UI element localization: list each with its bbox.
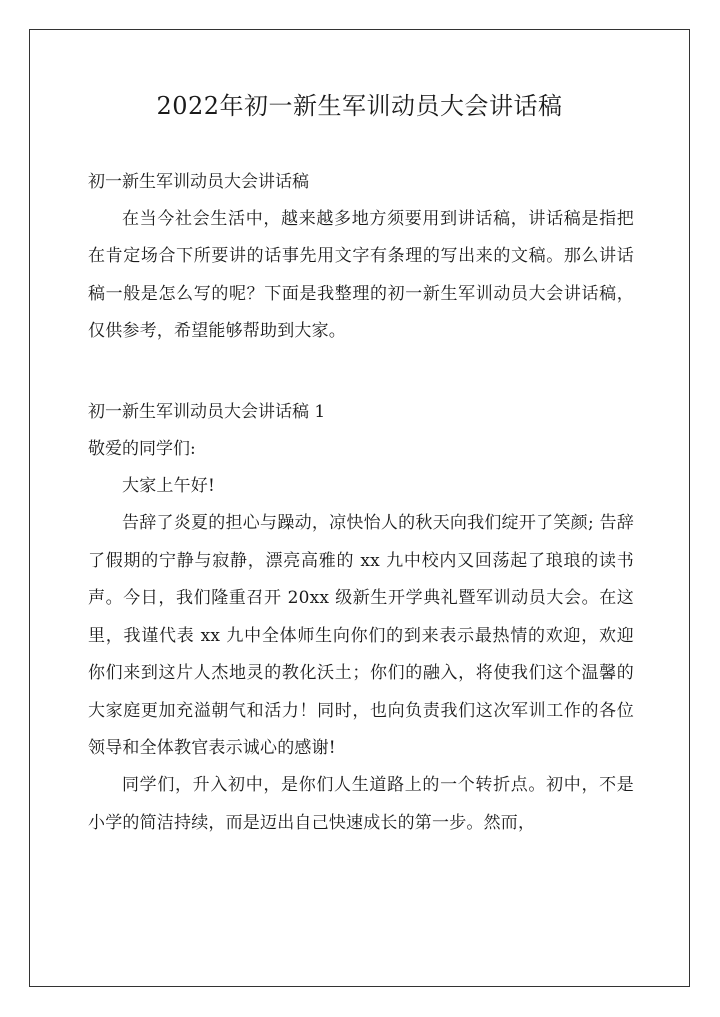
document-title: 2022年初一新生军训动员大会讲话稿: [156, 92, 563, 120]
document-body: [88, 164, 634, 842]
body-paragraph-2: 同学们，升入初中，是你们人生道路上的一个转折点。初中，不是小学的简洁持续，而是迈出自己快速成长的第一步。然而，: [88, 775, 634, 833]
section-gap: [88, 350, 634, 394]
section-heading: 初一新生军训动员大会讲话稿 1: [88, 402, 326, 423]
document-subtitle: 初一新生军训动员大会讲话稿: [88, 172, 309, 192]
intro-paragraph: 在当今社会生活中，越来越多地方须要用到讲话稿，讲话稿是指把在肯定场合下所要讲的话事先用文字有条理的写出来的文稿。那么讲话稿一般是怎么写的呢？下面是我整理的初一新生军训动员大会讲话稿，仅供参考，希望能够帮助到大家。: [88, 209, 634, 341]
greeting: 大家上午好!: [122, 476, 216, 497]
salutation: 敬爱的同学们:: [88, 439, 196, 460]
body-paragraph-1: 告辞了炎夏的担心与躁动，凉快怡人的秋天向我们绽开了笑颜; 告辞了假期的宁静与寂静，漂亮高雅的 xx 九中校内又回荡起了琅琅的读书声。今日，我们隆重召开 20xx 级新生开学典礼暨军训动员大会。在这里，我谨代表 xx 九中全体师生向你们的到来表示最热情的欢迎，欢迎你们来到这片人杰地灵的教化沃土；你们的融入，将使我们这个温馨的大家庭更加充溢朝气和活力！同时，也向负责我们这次军训工作的各位领导和全体教官表示诚心的感谢!: [88, 513, 634, 758]
